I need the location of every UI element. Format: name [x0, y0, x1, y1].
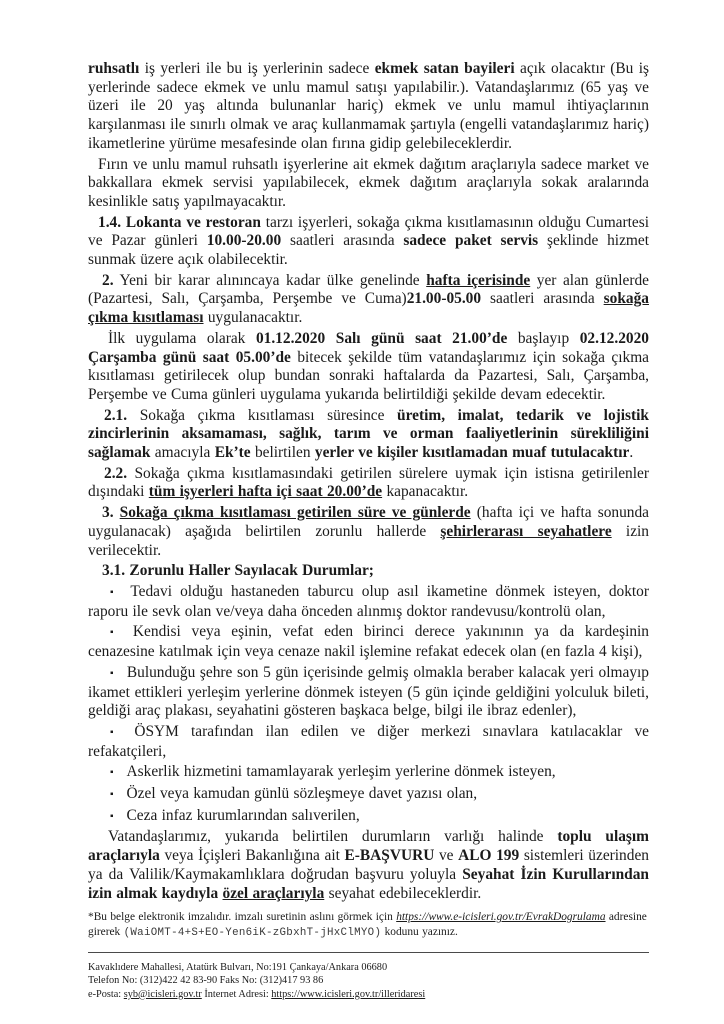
text-run: (hafta içi ve hafta sonunda uygulanacak) aşağıda belirtilen zorunlu hallerde — [88, 504, 649, 540]
text-run: adresine girerek — [88, 911, 647, 939]
text-run: Kavaklıdere Mahallesi, Atatürk Bulvarı, No:191 Çankaya/Ankara 06680 — [88, 962, 388, 974]
text-run: 10.00-20.00 — [206, 232, 282, 250]
text-run: *Bu belge elektronik imzalıdır. imzalı suretinin aslını görmek için — [88, 911, 397, 924]
text-run: veya İçişleri Bakanlığına ait — [159, 847, 345, 865]
text-run: Bulunduğu şehre son 5 gün içerisinde gelmiş olmakla beraber kalacak yeri olmayıp ikamet ettikleri yerleşim yerlerine dönmek isteyen (5 gün içinde geldiğini yolculuk bileti, geldiği araç plakası, seyahatini gösteren başkaca belge, bilgi ile ibraz edenler), — [88, 663, 649, 720]
paragraph — [88, 828, 649, 903]
paragraph — [88, 156, 649, 212]
verification-code: (WaiOMT-4+S+EO-Yen6iK-zGbxhT-jHxClMYO) — [123, 927, 382, 940]
text-run: kapanacaktır. — [382, 483, 469, 501]
square-bullet-icon: ▪ — [110, 627, 120, 639]
text-run: Ceza infaz kurumlarından salıverilen, — [126, 806, 360, 824]
text-run: 21.00-05.00 — [406, 290, 482, 308]
text-run: başlayıp — [507, 329, 580, 347]
text-run: iş yerleri ile bu iş yerlerinin sadece — [139, 60, 375, 77]
text-run: 01.12.2020 Salı günü saat 21.00’de — [255, 329, 508, 347]
text-run: saatleri arasında — [281, 232, 404, 250]
paragraph — [88, 988, 649, 1001]
text-run: Sokağa çıkma kısıtlamasındaki getirilen sürelere uymak için istisna getirilenler dışındaki — [88, 464, 649, 501]
text-run: Ek’te — [214, 444, 251, 462]
bullet-item — [88, 723, 649, 761]
text-run: 2.1. — [104, 406, 128, 424]
text-run: ruhsatlı — [88, 60, 140, 77]
text-run: 3. — [102, 504, 114, 522]
text-run: üretim, imalat, tedarik ve lojistik zincirlerinin aksamaması, sağlık, tarım ve orman faaliyetlerinin sürekliliğini sağlamak — [88, 406, 649, 462]
paragraph — [88, 974, 649, 987]
text-run: Sokağa çıkma kısıtlaması süresince — [127, 406, 398, 424]
text-run: e-Posta: — [88, 988, 124, 1000]
square-bullet-icon: ▪ — [110, 810, 114, 822]
text-run: kodunu yazınız. — [381, 926, 458, 939]
square-bullet-icon: ▪ — [110, 789, 114, 801]
link[interactable]: syb@icisleri.gov.tr — [123, 988, 202, 1000]
text-run: şehirlerarası seyahatlere — [440, 522, 612, 540]
text-run: Fırın ve unlu mamul ruhsatlı işyerlerine ait ekmek dağıtım araçlarıyla sadece market ve bakkallara ekmek servisi yapılabilecek, ekmek dağıtım araçlarıyla sokak aralarında kesinlikle satış yapılmayacaktır. — [88, 155, 649, 210]
square-bullet-icon: ▪ — [110, 586, 118, 598]
e-signature-disclaimer — [88, 910, 649, 941]
square-bullet-icon: ▪ — [110, 767, 114, 779]
bullet-item — [88, 763, 649, 783]
text-run: 02.12.2020 Çarşamba günü saat 05.00’de — [88, 329, 649, 366]
text-run: amacıyla — [150, 444, 215, 462]
text-run: Askerlik hizmetini tamamlayarak yerleşim yerlerine dönmek isteyen, — [126, 763, 556, 781]
text-run: özel araçlarıyla — [222, 884, 325, 902]
text-run: ALO 199 — [458, 847, 520, 865]
text-run: şeklinde hizmet sunmak üzere açık olabilecektir. — [88, 232, 649, 269]
text-run: belirtilen — [250, 444, 315, 462]
text-run: izin verilecektir. — [88, 522, 649, 559]
text-run: saatleri arasında — [481, 290, 604, 308]
text-run: Telefon No: (312)422 42 83-90 Faks No: (312)417 93 86 — [88, 975, 324, 987]
footer-divider — [88, 952, 649, 953]
link[interactable]: https://www.icisleri.gov.tr/illeridaresi — [271, 988, 426, 1000]
text-run: tarzı işyerleri, sokağa çıkma kısıtlamasının olduğu Cumartesi ve Pazar günleri — [88, 213, 650, 250]
text-run: hafta içerisinde — [426, 271, 531, 289]
text-run: açık olacaktır (Bu iş yerlerinde sadece ekmek ve unlu mamul satışı yapılabilir.). Vatandaşlarımız (65 yaş ve üzeri ile 20 yaş altında bulunanlar hariç) ekmek ve unlu mamul ihtiyaçlarının karşılanması ile sınırlı olmak ve araç kullanmamak şartıyla (engelli vatandaşlarımız hariç) ikametlerine yürüme mesafesinde olan fırına gidip gelebileceklerdir. — [88, 60, 649, 152]
paragraph — [88, 60, 649, 154]
text-run: ekmek satan bayileri — [374, 60, 515, 77]
text-run: Tedavi olduğu hastaneden taburcu olup asıl ikametine dönmek isteyen, doktor raporu ile sevk olan ve/veya daha önceden alınmış doktor randevusu/kontrolü olan, — [88, 582, 649, 620]
text-run: tüm işyerleri hafta içi saat 20.00’de — [148, 483, 383, 501]
text-run: E-BAŞVURU — [344, 847, 435, 865]
text-run: Kendisi veya eşinin, vefat eden birinci derece yakınının ya da kardeşinin cenazesine katılmak için veya cenaze nakil işlemine refakat edecek olan (en fazla 4 kişi), — [88, 623, 650, 661]
bullet-item — [88, 664, 649, 721]
bullet-item — [88, 807, 649, 827]
text-run: sadece paket servis — [403, 232, 539, 250]
bullet-item — [88, 785, 649, 805]
body-text — [88, 60, 649, 903]
text-run: 2.2. — [104, 464, 128, 482]
text-run: 1.4. Lokanta ve restoran — [98, 213, 261, 231]
text-run: toplu ulaşım araçlarıyla — [88, 828, 650, 865]
text-run: Vatandaşlarımız, yukarıda belirtilen durumların varlığı halinde — [108, 828, 558, 846]
text-run: 3.1. Zorunlu Haller Sayılacak Durumlar; — [102, 562, 374, 580]
paragraph — [88, 214, 649, 270]
bullet-item — [88, 623, 649, 661]
text-run: ve — [434, 847, 459, 865]
paragraph — [88, 961, 649, 974]
text-run: . — [629, 444, 634, 462]
text-run: Özel veya kamudan günlü sözleşmeye davet yazısı olan, — [126, 785, 478, 803]
text-run: uygulanacaktır. — [203, 309, 303, 327]
text-run: seyahat edebileceklerdir. — [324, 884, 482, 902]
page-content — [88, 60, 649, 1001]
paragraph — [88, 465, 649, 502]
paragraph — [88, 504, 649, 560]
square-bullet-icon: ▪ — [110, 667, 114, 679]
text-run: yer alan günlerde (Pazartesi, Salı, Çarşamba, Perşembe ve Cuma) — [88, 271, 649, 308]
paragraph — [88, 910, 649, 941]
text-run: sokağa çıkma kısıtlaması — [88, 290, 649, 327]
paragraph — [88, 272, 649, 328]
text-run: Yeni bir karar alınıncaya kadar ülke genelinde — [113, 271, 427, 289]
paragraph — [88, 330, 649, 405]
text-run: Seyahat İzin Kurullarından izin almak kaydıyla — [88, 865, 649, 902]
paragraph — [88, 562, 649, 581]
text-run: 2. — [102, 271, 114, 289]
text-run: Sokağa çıkma kısıtlaması getirilen süre ve günlerde — [119, 504, 471, 522]
text-run: yerler ve kişiler kısıtlamadan muaf tutulacaktır — [314, 444, 630, 462]
text-run: sistemleri üzerinden ya da Valilik/Kaymakamlıklara doğrudan başvuru yoluyla — [88, 847, 649, 883]
link[interactable]: https://www.e-icisleri.gov.tr/EvrakDogrulama — [396, 911, 606, 924]
footer-contact-info — [88, 961, 649, 1001]
square-bullet-icon: ▪ — [110, 726, 122, 738]
paragraph — [88, 407, 649, 463]
text-run: İlk uygulama olarak — [108, 329, 256, 347]
bullet-item — [88, 583, 649, 621]
text-run: ÖSYM tarafından ilan edilen ve diğer merkezi sınavlara katılacaklar ve refakatçileri, — [88, 722, 650, 760]
text-run: İnternet Adresi: — [201, 988, 272, 1000]
text-run: bitecek şekilde tüm vatandaşlarımız için sokağa çıkma kısıtlaması getirilecek olup bundan sonraki haftalarda da Pazartesi, Salı, Çarşamba, Perşembe ve Cuma günleri uygulama yukarıda belirtildiği şekilde devam edecektir. — [88, 348, 650, 403]
